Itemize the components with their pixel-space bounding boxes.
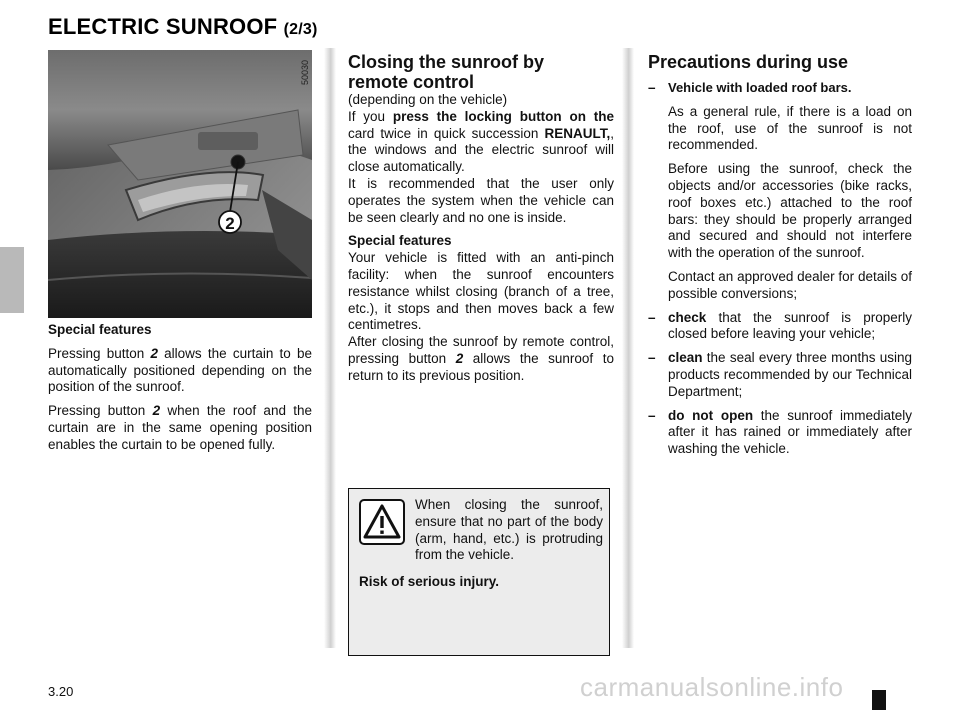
warning-risk: Risk of serious injury. bbox=[359, 574, 500, 589]
column-divider-left bbox=[324, 48, 336, 648]
middle-paragraph-2: It is recommended that the user only operates the system when the vehicle can be seen clearly and no one is inside. bbox=[348, 175, 614, 225]
list-item: – clean the seal every three months using products recommended by our Technical Department; bbox=[648, 350, 912, 399]
warning-text: When closing the sunroof, ensure that no part of the body (arm, hand, etc.) is protruding from the vehicle. bbox=[415, 497, 603, 563]
page-title-text: ELECTRIC SUNROOF bbox=[48, 14, 278, 39]
left-paragraph-1: Pressing button 2 allows the curtain to be automatically positioned depending on the position of the sunroof. bbox=[48, 345, 312, 395]
page-title bbox=[48, 14, 318, 40]
right-column bbox=[648, 52, 912, 465]
callout-number: 2 bbox=[225, 214, 235, 233]
figure-code: 50030 bbox=[300, 60, 310, 86]
warning-box bbox=[348, 488, 610, 656]
left-heading: Special features bbox=[48, 322, 152, 337]
list-item: – Vehicle with loaded roof bars. As a general rule, if there is a load on the roof, use of the sunroof is not recommended. Before using the sunroof, check the objects and/or accessories (bike racks, roof boxes etc.) attached to the roof bars: they should be properly arranged and secured and should not interfere with the operation of the sunroof. Contact an approved dealer for details of possible conversions; bbox=[648, 80, 912, 301]
corner-mark bbox=[872, 690, 886, 710]
page-number: 3.20 bbox=[48, 684, 74, 699]
sunroof-photo bbox=[48, 50, 312, 318]
chapter-tab bbox=[0, 247, 24, 313]
closing-remote-heading: Closing the sunroof by remote control bbox=[348, 52, 544, 92]
list-item: – check that the sunroof is properly closed before leaving your vehicle; bbox=[648, 309, 912, 342]
watermark: carmanualsonline.info bbox=[580, 672, 844, 702]
page-title-suffix: (2/3) bbox=[283, 21, 318, 38]
left-column bbox=[48, 322, 312, 461]
warning-triangle-icon bbox=[359, 499, 405, 545]
column-divider-right bbox=[622, 48, 634, 648]
list-item: – do not open the sunroof immediately after it has rained or immediately after washing the vehicle. bbox=[648, 407, 912, 457]
condition-note: (depending on the vehicle) bbox=[348, 92, 508, 107]
middle-paragraph-1: If you press the locking button on the card twice in quick succession RENAULT,, the windows and the electric sunroof will close automatically. bbox=[348, 108, 614, 175]
middle-column bbox=[348, 52, 614, 392]
precautions-list bbox=[648, 80, 912, 458]
middle-paragraph-4: After closing the sunroof by remote control, pressing button 2 allows the sunroof to return to its previous position. bbox=[348, 334, 615, 383]
left-paragraph-2: Pressing button 2 when the roof and the curtain are in the same opening position enables the curtain to be opened fully. bbox=[48, 403, 312, 452]
precautions-heading: Precautions during use bbox=[648, 52, 849, 72]
special-features-heading: Special features bbox=[348, 233, 452, 249]
sunroof-illustration bbox=[48, 50, 312, 318]
middle-paragraph-3: Your vehicle is fitted with an anti-pinch facility: when the sunroof encounters resistance whilst closing (branch of a tree, etc.), it stops and then moves back a few centimetres. bbox=[348, 250, 614, 333]
